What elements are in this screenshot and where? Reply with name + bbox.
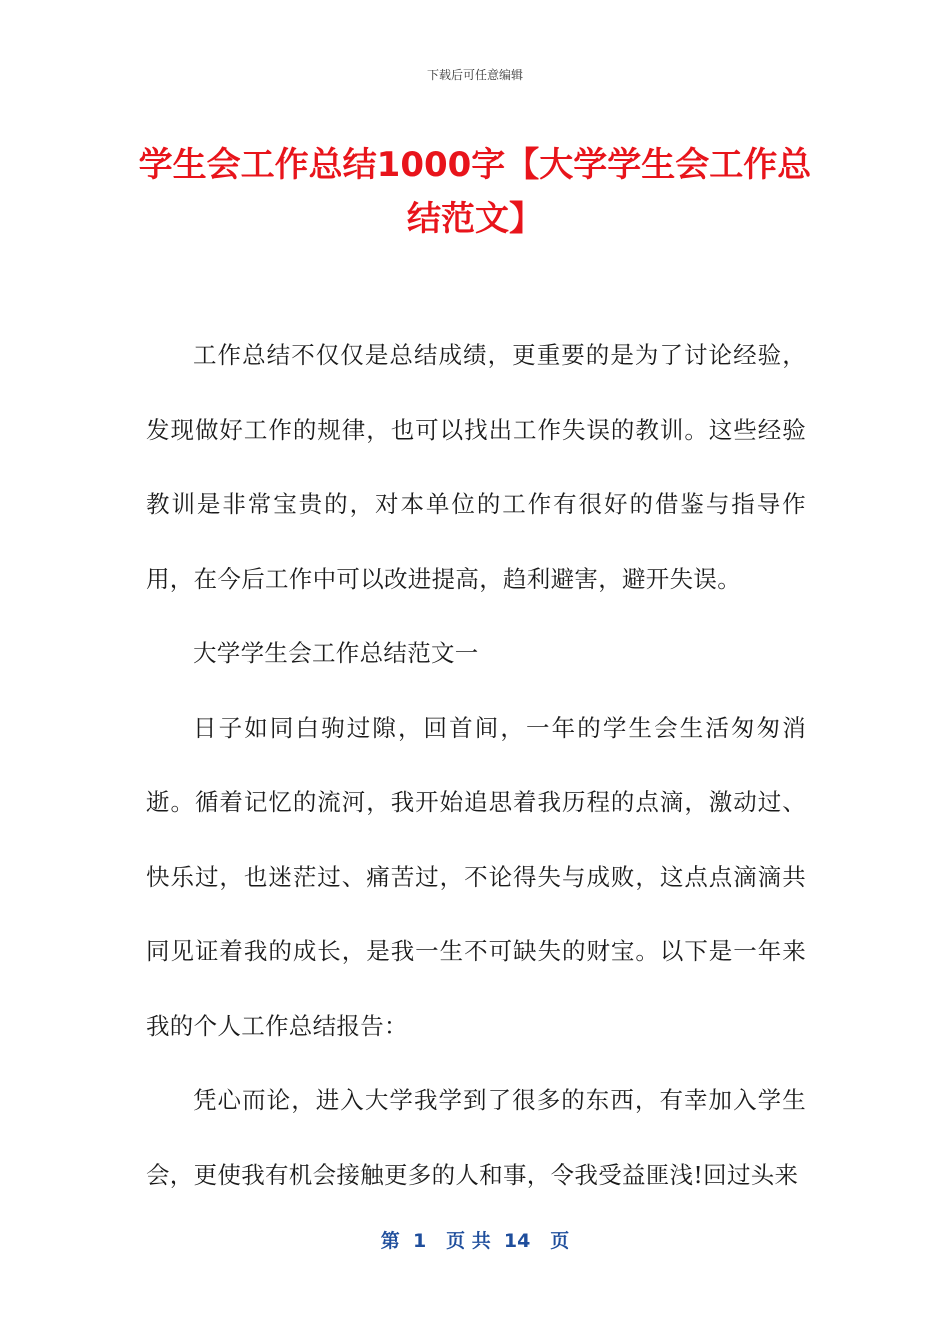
- page-number: 第 1 页 共 14 页: [380, 1230, 570, 1252]
- paragraph: 凭心而论，进入大学我学到了很多的东西，有幸加入学生会，更使我有机会接触更多的人和事，令我受益匪浅!回过头来: [146, 1086, 806, 1189]
- paragraph: 工作总结不仅仅是总结成绩，更重要的是为了讨论经验，发现做好工作的规律，也可以找出工作失误的教训。这些经验教训是非常宝贵的，对本单位的工作有很好的借鉴与指导作用，在今后工作中可以改进提高，趋利避害，避开失误。: [146, 341, 806, 593]
- paragraph: 大学学生会工作总结范文一: [193, 639, 479, 667]
- document-body: [146, 318, 806, 1212]
- document-title: 学生会工作总结1000字【大学学生会工作总结范文】: [138, 145, 812, 239]
- header-note: 下载后可任意编辑: [426, 68, 523, 82]
- paragraph: 日子如同白驹过隙，回首间，一年的学生会生活匆匆消逝。循着记忆的流河，我开始追思着我历程的点滴，激动过、快乐过，也迷茫过、痛苦过，不论得失与成败，这点点滴滴共同见证着我的成长，是我一生不可缺失的财宝。以下是一年来我的个人工作总结报告：: [146, 713, 806, 1040]
